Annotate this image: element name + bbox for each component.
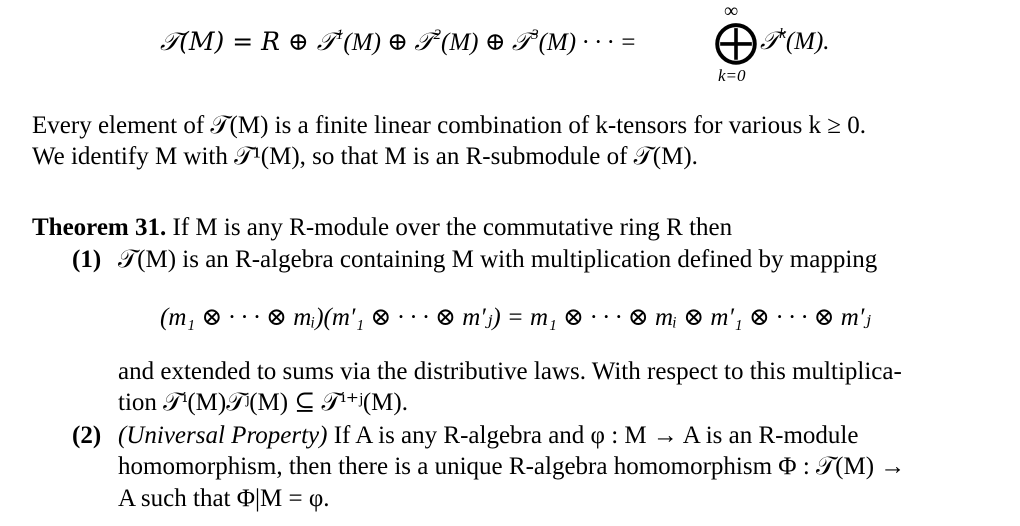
sum-upper-limit: ∞ [724, 0, 739, 22]
direct-sum-operator: ⨁ [714, 17, 758, 66]
eq-sup-2: 2 [433, 27, 441, 43]
item-1-number: (1) [72, 246, 102, 273]
item-1-text: 𝒯(M) is an R-algebra containing M with multiplication defined by mapping [118, 246, 878, 273]
sum-lower-limit: k=0 [718, 66, 746, 85]
item-1-after-line-1: and extended to sums via the distributive laws. With respect to this multiplica- [118, 358, 902, 385]
tensor-algebra-equation [160, 27, 637, 58]
item-2-number: (2) [72, 422, 102, 449]
eq-rhs-symbol: 𝒯 [760, 28, 780, 55]
eq-part-3: (M) · · · = [538, 29, 637, 56]
item-2-line-2: homomorphism, then there is a unique R-algebra homomorphism Φ : 𝒯(M) → [118, 453, 906, 480]
theorem-heading-line [32, 213, 732, 243]
eq-rhs [760, 27, 830, 57]
theorem-label: Theorem 31. [32, 214, 167, 241]
item-1-after-line-2: tion 𝒯ⁱ(M)𝒯ʲ(M) ⊆ 𝒯ⁱ⁺ʲ(M). [118, 389, 408, 416]
eq-sup-1: 1 [335, 27, 344, 43]
multiplication-equation: (m₁ ⊗ · · · ⊗ mᵢ)(m′₁ ⊗ · · · ⊗ m′ⱼ) = m₁ ⊗ · · · ⊗ mᵢ ⊗ m′₁ ⊗ · · · ⊗ m′ⱼ [160, 304, 871, 331]
eq-part-1: (M) ⊕ 𝒯 [343, 29, 434, 56]
eq-lhs: 𝒯(M) = R ⊕ 𝒯 [160, 27, 336, 56]
universal-property-title: (Universal Property) [118, 422, 328, 449]
theorem-intro: If M is any R-module over the commutative ring R then [172, 214, 733, 241]
paragraph-line-1: Every element of 𝒯(M) is a finite linear combination of k-tensors for various k ≥ 0. [32, 112, 867, 139]
item-2-line-1 [118, 421, 858, 451]
eq-sup-3: 3 [531, 27, 539, 43]
eq-part-2: (M) ⊕ 𝒯 [441, 29, 532, 56]
item-2-line-1-text: If A is any R-algebra and φ : M → A is an R-module [333, 422, 859, 449]
eq-rhs-end: (M). [785, 28, 830, 55]
paragraph-line-2: We identify M with 𝒯¹(M), so that M is an R-submodule of 𝒯(M). [32, 143, 698, 170]
item-2-line-3: A such that Φ|M = φ. [118, 485, 330, 512]
eq-sup-k: k [779, 26, 786, 42]
